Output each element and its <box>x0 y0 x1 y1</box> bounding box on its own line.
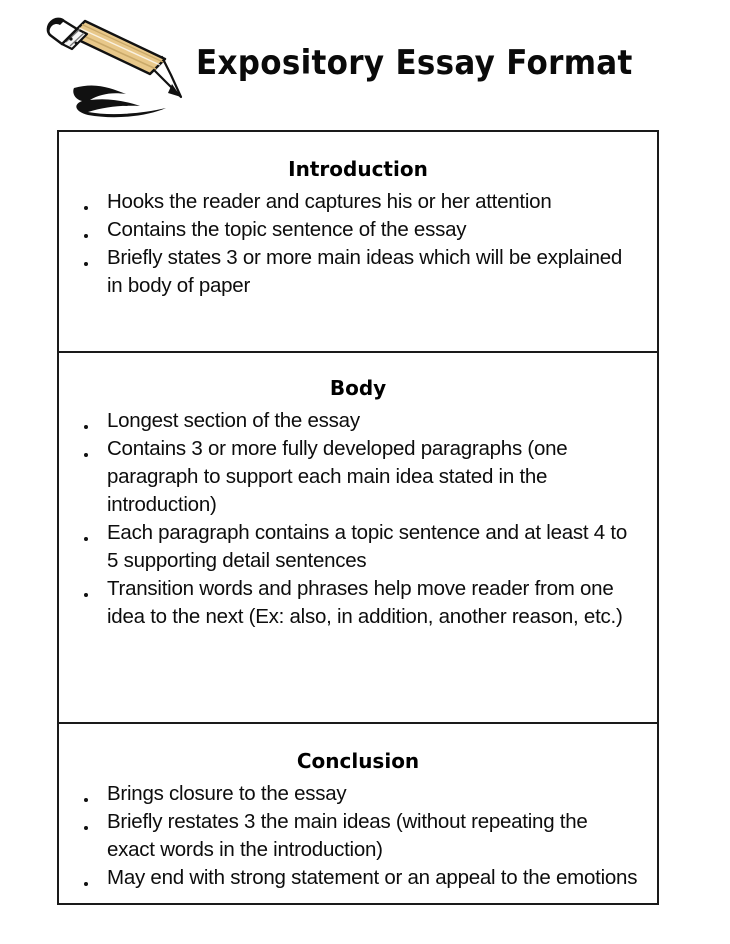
list-item: Contains 3 or more fully developed paragraphs (one paragraph to support each main idea stated in the introduction) <box>59 435 657 519</box>
bullet-list-body <box>59 407 657 631</box>
pencil-icon <box>44 12 204 120</box>
section-heading-conclusion: Conclusion <box>296 749 420 773</box>
section-body <box>59 351 657 722</box>
section-introduction <box>59 159 657 351</box>
list-item: Contains the topic sentence of the essay <box>59 216 657 244</box>
bullet-list-conclusion <box>59 780 657 892</box>
page-title: Expository Essay Format <box>196 44 633 83</box>
list-item: May end with strong statement or an appeal to the emotions <box>59 864 657 892</box>
list-item: Each paragraph contains a topic sentence and at least 4 to 5 supporting detail sentences <box>59 519 657 575</box>
list-item: Briefly states 3 or more main ideas which will be explained in body of paper <box>59 244 657 300</box>
section-heading-body: Body <box>329 376 387 400</box>
essay-format-table <box>57 130 659 905</box>
list-item: Longest section of the essay <box>59 407 657 435</box>
document-header <box>0 0 730 130</box>
bullet-list-introduction <box>59 188 657 300</box>
list-item: Hooks the reader and captures his or her attention <box>59 188 657 216</box>
list-item: Brings closure to the essay <box>59 780 657 808</box>
list-item: Transition words and phrases help move reader from one idea to the next (Ex: also, in addition, another reason, etc.) <box>59 575 657 631</box>
list-item: Briefly restates 3 the main ideas (without repeating the exact words in the introduction) <box>59 808 657 864</box>
section-conclusion <box>59 722 657 930</box>
section-heading-introduction: Introduction <box>288 157 428 181</box>
